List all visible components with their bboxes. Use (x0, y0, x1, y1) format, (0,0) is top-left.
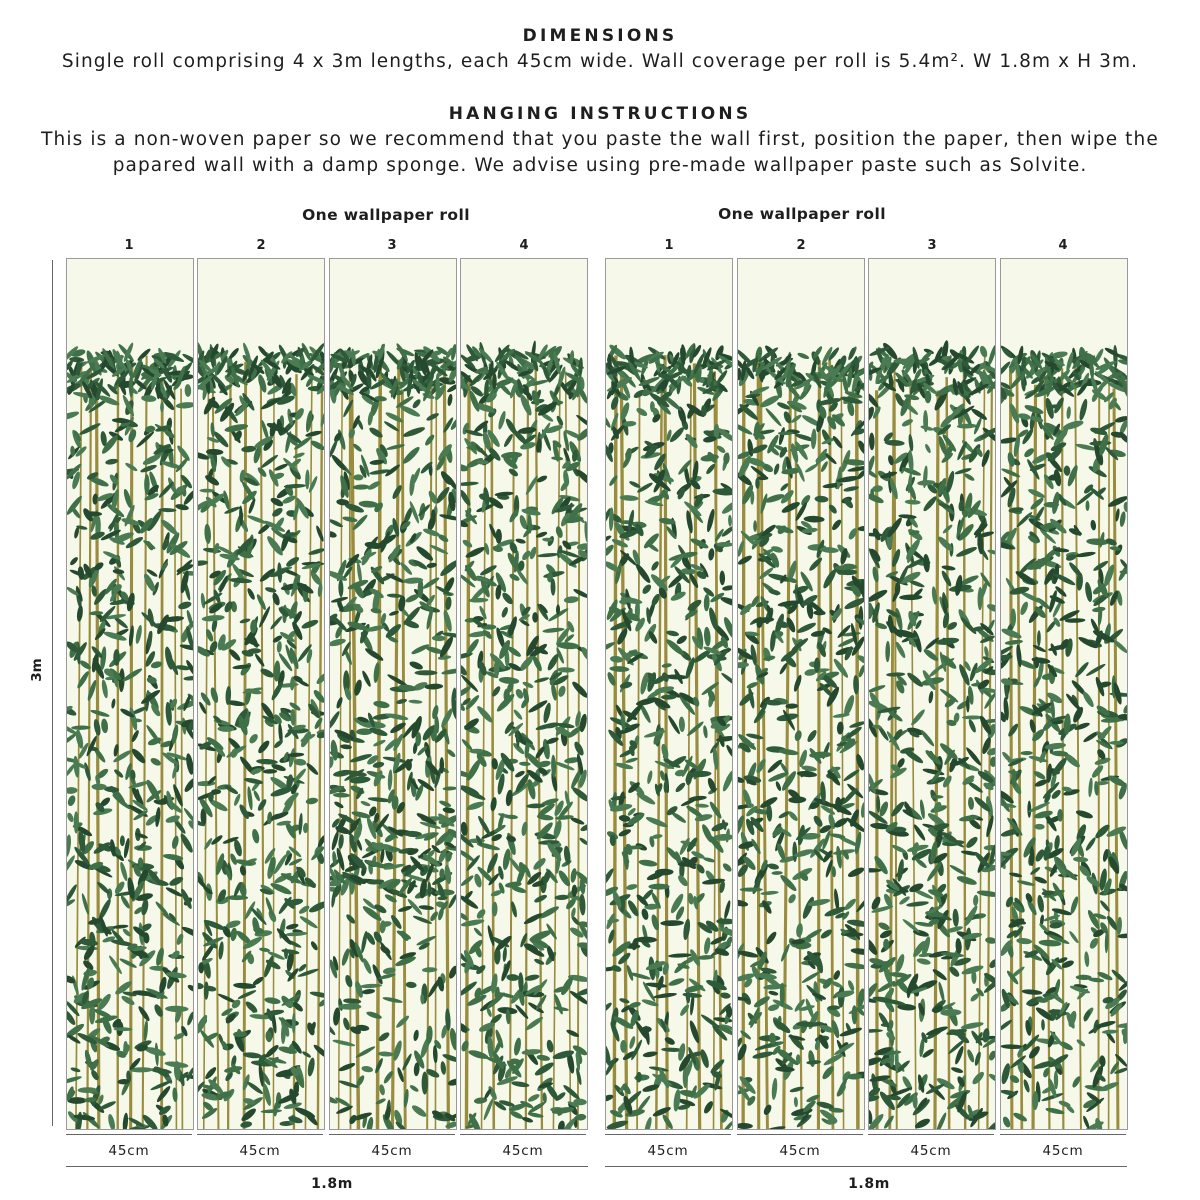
total-width-rule (66, 1166, 588, 1167)
roll-1-total-width: 1.8m (311, 1176, 353, 1192)
roll-2-label: One wallpaper roll (718, 205, 886, 223)
height-rule (52, 260, 53, 1126)
roll-1-label: One wallpaper roll (302, 206, 470, 224)
bamboo-pattern-image (330, 259, 456, 1129)
width-rule (605, 1134, 731, 1135)
roll-1-panel-1-width: 45cm (108, 1143, 150, 1159)
bamboo-pattern-image (198, 259, 324, 1129)
hanging-instructions-heading: HANGING INSTRUCTIONS (448, 104, 752, 124)
width-rule (460, 1134, 586, 1135)
roll-1-panel-1 (66, 258, 194, 1130)
width-rule (66, 1134, 192, 1135)
width-rule (329, 1134, 455, 1135)
roll-2-panel-2-width: 45cm (779, 1143, 821, 1159)
roll-1-panel-3-number: 3 (387, 238, 397, 253)
roll-2-panel-4-number: 4 (1058, 238, 1068, 253)
dimensions-text: Single roll comprising 4 x 3m lengths, each 45cm wide. Wall coverage per roll is 5.4m². W 1.8m x H 3m. (61, 51, 1139, 72)
dimensions-heading: DIMENSIONS (522, 26, 678, 46)
roll-2-panel-2 (737, 258, 865, 1130)
roll-1-panel-3 (329, 258, 457, 1130)
roll-1-panel-1-number: 1 (124, 238, 134, 253)
roll-2-panel-2-number: 2 (796, 238, 806, 253)
bamboo-pattern-image (461, 259, 587, 1129)
width-rule (737, 1134, 863, 1135)
roll-2-panel-3 (868, 258, 996, 1130)
height-label: 3m (29, 658, 45, 682)
roll-1-panel-2 (197, 258, 325, 1130)
total-width-rule (605, 1166, 1127, 1167)
width-rule (197, 1134, 323, 1135)
roll-1-panel-4-number: 4 (519, 238, 529, 253)
width-rule (868, 1134, 994, 1135)
bamboo-pattern-image (738, 259, 864, 1129)
roll-1-panel-3-width: 45cm (371, 1143, 413, 1159)
roll-1-panel-2-number: 2 (256, 238, 266, 253)
roll-2-total-width: 1.8m (848, 1176, 890, 1192)
roll-2-panel-1-number: 1 (664, 238, 674, 253)
hanging-instructions-line-1: This is a non-woven paper so we recommend that you paste the wall first, position the paper, then wipe the (41, 129, 1159, 150)
bamboo-pattern-image (606, 259, 732, 1129)
hanging-instructions-line-2: papared wall with a damp sponge. We advise using pre-made wallpaper paste such as Solvite. (112, 155, 1088, 176)
roll-2-panel-1-width: 45cm (647, 1143, 689, 1159)
roll-1-panel-4 (460, 258, 588, 1130)
roll-2-panel-3-number: 3 (927, 238, 937, 253)
roll-2-panel-4 (1000, 258, 1128, 1130)
roll-1-panel-4-width: 45cm (502, 1143, 544, 1159)
bamboo-pattern-image (67, 259, 193, 1129)
width-rule (1000, 1134, 1126, 1135)
roll-2-panel-1 (605, 258, 733, 1130)
roll-2-panel-3-width: 45cm (910, 1143, 952, 1159)
roll-1-panel-2-width: 45cm (239, 1143, 281, 1159)
roll-2-panel-4-width: 45cm (1042, 1143, 1084, 1159)
bamboo-pattern-image (1001, 259, 1127, 1129)
bamboo-pattern-image (869, 259, 995, 1129)
